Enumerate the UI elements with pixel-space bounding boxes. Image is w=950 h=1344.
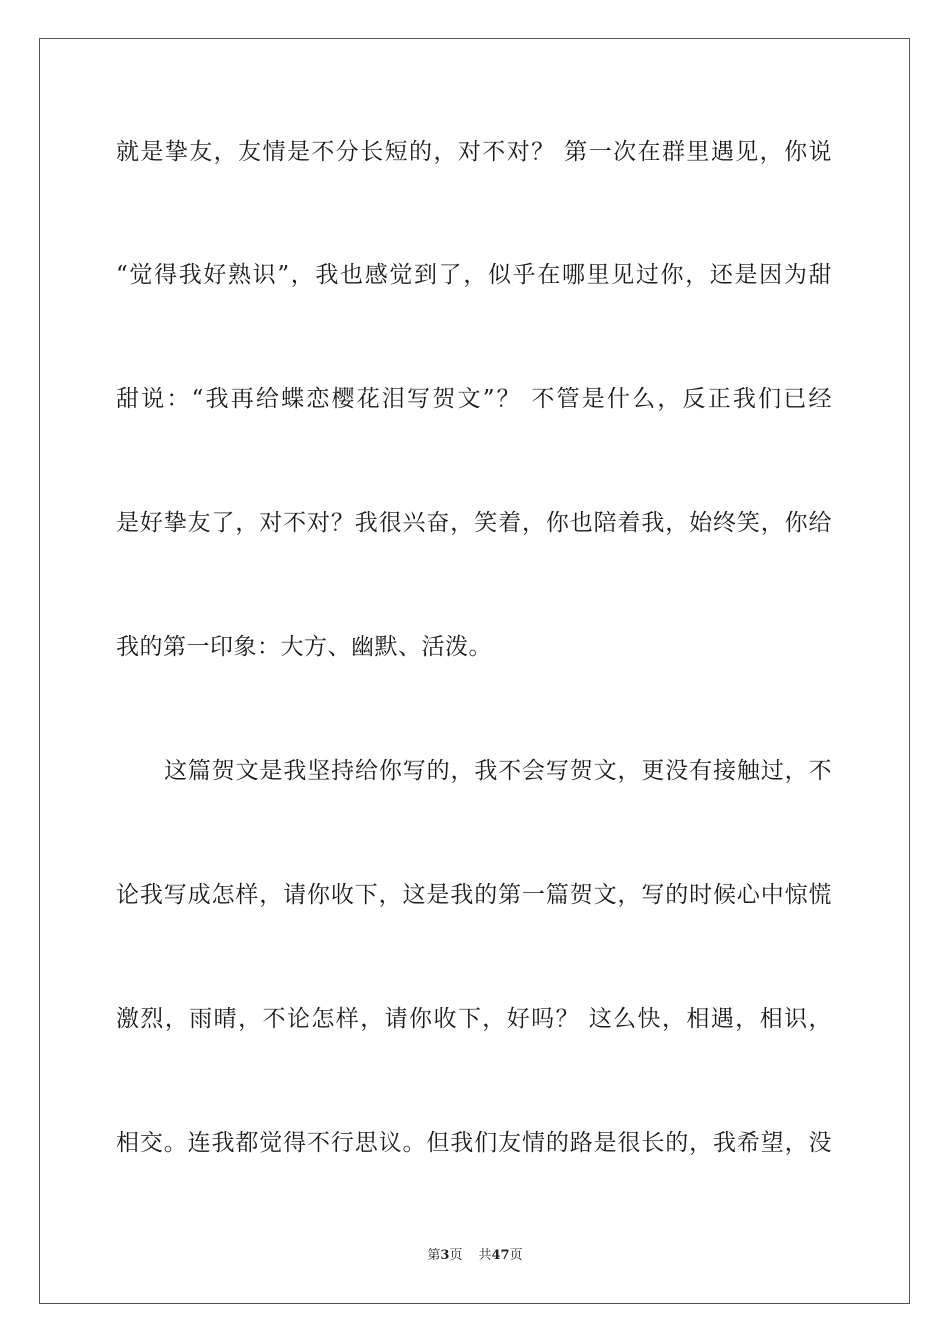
total-prefix: 共 xyxy=(478,1248,492,1263)
body-line-1: 就是挚友，友情是不分长短的，对不对？ 第一次在群里遇见，你说 xyxy=(116,139,832,165)
page-border xyxy=(39,38,910,1304)
body-line-7: 论我写成怎样，请你收下，这是我的第一篇贺文，写的时候心中惊慌 xyxy=(116,882,832,908)
body-line-4: 是好挚友了，对不对？我很兴奋，笑着，你也陪着我，始终笑，你给 xyxy=(116,510,832,536)
total-page-count: 47 xyxy=(491,1248,510,1263)
body-line-5: 我的第一印象：大方、幽默、活泼。 xyxy=(116,634,492,660)
body-line-2: “觉得我好熟识”，我也感觉到了，似乎在哪里见过你，还是因为甜 xyxy=(116,262,832,288)
total-suffix: 页 xyxy=(509,1248,523,1263)
body-line-3: 甜说：“我再给蝶恋樱花泪写贺文”？ 不管是什么，反正我们已经 xyxy=(116,386,832,412)
page-footer xyxy=(0,1247,950,1265)
body-line-8: 激烈，雨晴，不论怎样，请你收下，好吗？ 这么快，相遇，相识， xyxy=(116,1006,832,1032)
page-suffix: 页 xyxy=(449,1248,463,1263)
body-line-6: 这篇贺文是我坚持给你写的，我不会写贺文，更没有接触过，不 xyxy=(164,758,832,784)
page-prefix: 第 xyxy=(427,1248,441,1263)
current-page-number: 3 xyxy=(440,1248,450,1263)
body-line-9: 相交。连我都觉得不行思议。但我们友情的路是很长的，我希望，没 xyxy=(116,1130,832,1156)
